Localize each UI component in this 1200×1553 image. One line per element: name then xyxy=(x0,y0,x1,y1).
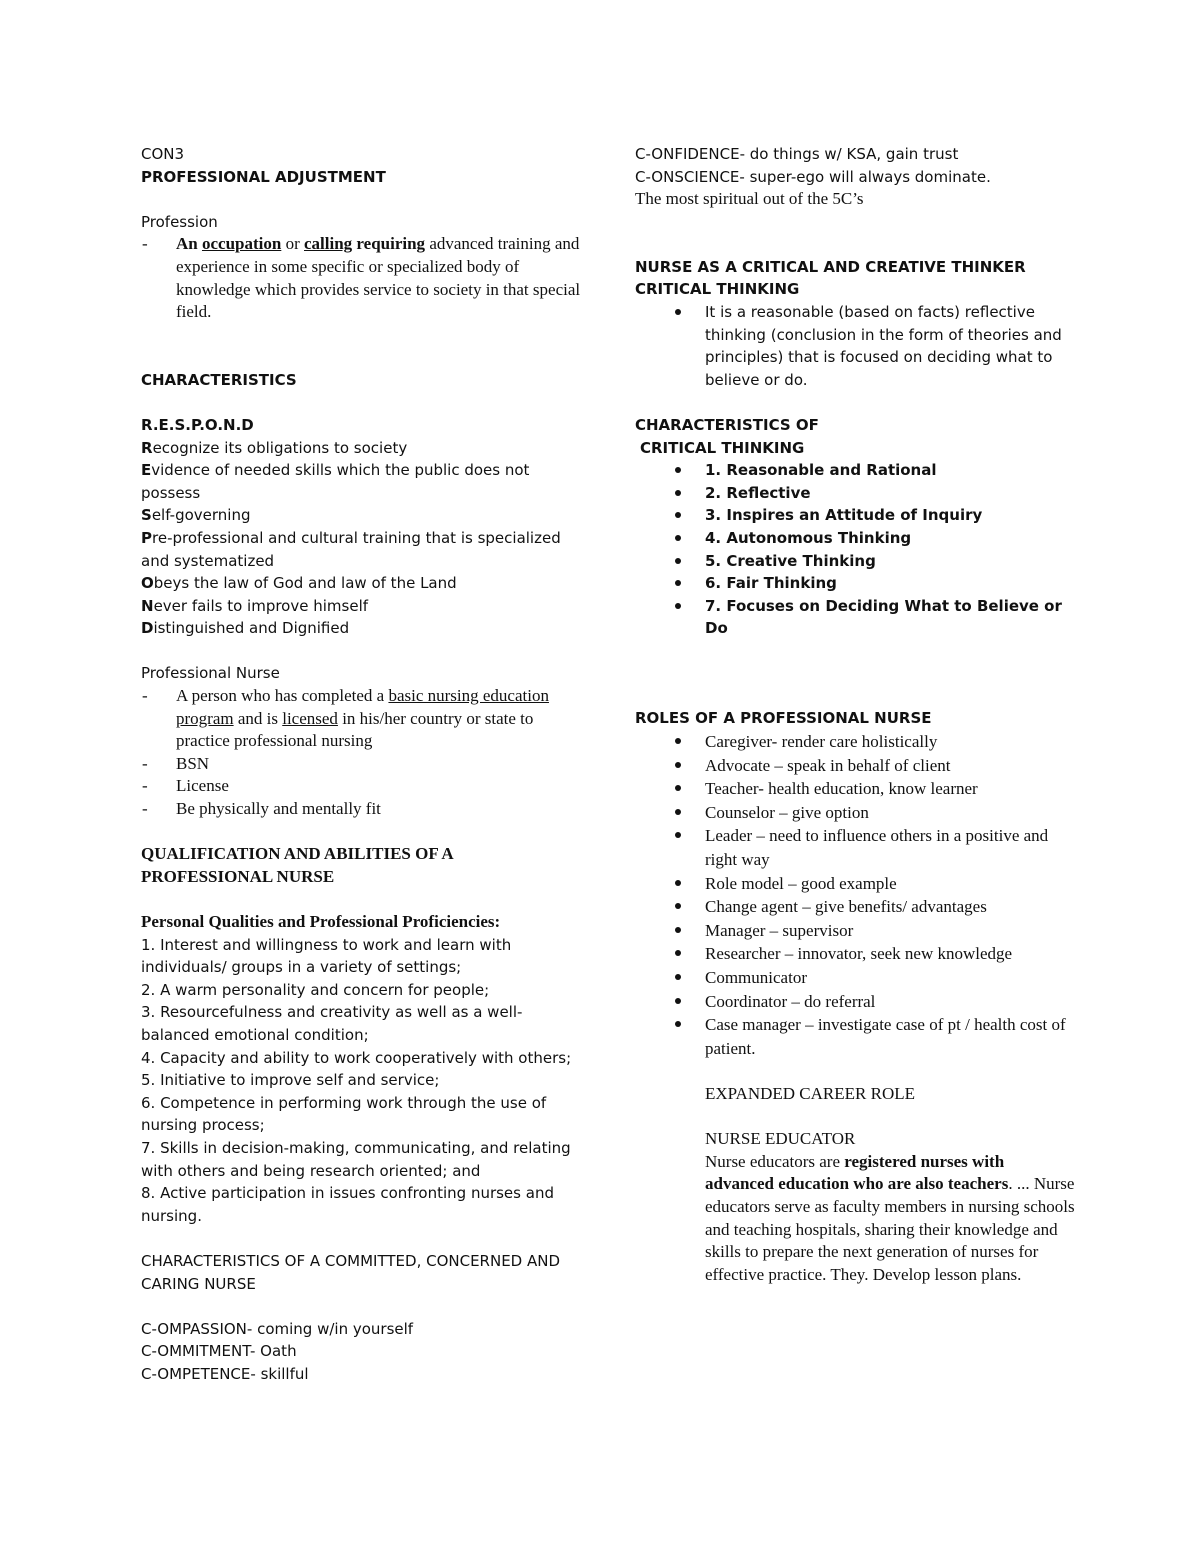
list-item: 4. Capacity and ability to work cooperatively with others; xyxy=(141,1048,572,1067)
committed-heading: CHARACTERISTICS OF A COMMITTED, CONCERNED AND CARING NURSE xyxy=(141,1251,561,1293)
list-item: Manager – supervisor xyxy=(635,919,1075,943)
list-item: C-OMMITMENT- Oath xyxy=(141,1342,297,1361)
respond-heading: R.E.S.P.O.N.D xyxy=(141,415,254,434)
professional-nurse-list xyxy=(141,685,581,821)
list-item: Counselor – give option xyxy=(635,801,1075,825)
list-item: 2. A warm personality and concern for people; xyxy=(141,980,490,999)
list-item: 4. Autonomous Thinking xyxy=(635,527,1075,550)
term-calling: calling xyxy=(304,234,353,254)
list-item: Coordinator – do referral xyxy=(635,990,1075,1014)
critical-thinking-heading: CRITICAL THINKING xyxy=(635,280,800,299)
spiritual-note: The most spiritual out of the 5C’s xyxy=(635,189,864,209)
profession-definition: - An occupation or calling requiring advanced training and experience in some specific or specialized body of knowledge which provides service to society in that special field. xyxy=(141,233,581,323)
list-item: 7. Focuses on Deciding What to Believe or Do xyxy=(635,595,1075,640)
nurse-educator-heading: NURSE EDUCATOR xyxy=(705,1129,856,1149)
list-item: 1. Reasonable and Rational xyxy=(635,459,1075,482)
list-item: C-OMPASSION- coming w/in yourself xyxy=(141,1319,414,1338)
expanded-career-section xyxy=(635,1083,1075,1286)
profession-definition-list xyxy=(141,233,581,323)
list-item: Teacher- health education, know learner xyxy=(635,777,1075,801)
list-item: C-OMPETENCE- skillful xyxy=(141,1364,309,1383)
ct-characteristics-subheading: CRITICAL THINKING xyxy=(640,438,805,457)
term-basic-nursing-education: basic nursing education program xyxy=(176,686,549,728)
respond-item: Obeys the law of God and law of the Land xyxy=(141,574,457,593)
list-item: 6. Fair Thinking xyxy=(635,572,1075,595)
professional-nurse-heading: Professional Nurse xyxy=(141,664,280,683)
critical-creative-heading: NURSE AS A CRITICAL AND CREATIVE THINKER xyxy=(635,257,1026,276)
roles-list xyxy=(635,730,1075,1060)
term-occupation: occupation xyxy=(201,234,282,254)
list-item: 1. Interest and willingness to work and learn with individuals/ groups in a variety of settings; xyxy=(141,935,512,977)
list-item: Advocate – speak in behalf of client xyxy=(635,754,1075,778)
term-licensed: licensed xyxy=(282,708,338,728)
ct-characteristics-heading: CHARACTERISTICS OF xyxy=(635,415,819,434)
respond-item: Recognize its obligations to society xyxy=(141,438,408,457)
qualities-heading: Personal Qualities and Professional Proficiencies: xyxy=(141,912,501,931)
list-item: 2. Reflective xyxy=(635,482,1075,505)
characteristics-heading: CHARACTERISTICS xyxy=(141,370,297,389)
list-item: Communicator xyxy=(635,966,1075,990)
professional-nurse-definition: - A person who has completed a basic nursing education program and is licensed in his/her country or state to practice professional nursing xyxy=(141,685,581,753)
critical-thinking-definition: It is a reasonable (based on facts) reflective thinking (conclusion in the form of theories and principles) that is focused on deciding what to believe or do. xyxy=(635,301,1075,391)
course-code: CON3 xyxy=(141,145,185,163)
list-item: - License xyxy=(141,775,581,798)
respond-list xyxy=(141,437,581,640)
roles-heading: ROLES OF A PROFESSIONAL NURSE xyxy=(635,709,932,728)
list-item: Role model – good example xyxy=(635,872,1075,896)
list-item: 3. Resourcefulness and creativity as well as a well-balanced emotional condition; xyxy=(141,1003,523,1044)
five-c-list-right xyxy=(635,143,1075,188)
right-column xyxy=(635,143,1075,1286)
left-column xyxy=(141,143,581,1385)
list-item: Researcher – innovator, seek new knowledge xyxy=(635,942,1075,966)
list-item: - BSN xyxy=(141,753,581,776)
expanded-career-heading: EXPANDED CAREER ROLE xyxy=(705,1083,915,1103)
list-item: C-ONSCIENCE- super-ego will always dominate. xyxy=(635,167,991,186)
list-item: 8. Active participation in issues confronting nurses and nursing. xyxy=(141,1184,554,1225)
list-item: Case manager – investigate case of pt / health cost of patient. xyxy=(635,1013,1075,1060)
qualification-heading: QUALIFICATION AND ABILITIES OF A PROFESSIONAL NURSE xyxy=(141,844,453,886)
profession-heading: Profession xyxy=(141,212,218,231)
five-c-list-left xyxy=(141,1318,581,1386)
list-item: Leader – need to influence others in a positive and right way xyxy=(635,824,1075,871)
list-item: 7. Skills in decision-making, communicating, and relating with others and being research oriented; and xyxy=(141,1138,571,1180)
ct-characteristics-list xyxy=(635,459,1075,640)
list-item: - Be physically and mentally fit xyxy=(141,798,581,821)
list-item: 5. Creative Thinking xyxy=(635,550,1075,573)
respond-item: Evidence of needed skills which the public does not possess xyxy=(141,461,530,502)
list-item: C-ONFIDENCE- do things w/ KSA, gain trust xyxy=(635,145,959,163)
list-item: 5. Initiative to improve self and service; xyxy=(141,1071,440,1090)
respond-item: Pre-professional and cultural training that is specialized and systematized xyxy=(141,528,561,570)
list-item: 3. Inspires an Attitude of Inquiry xyxy=(635,504,1075,527)
document-title: PROFESSIONAL ADJUSTMENT xyxy=(141,167,386,186)
list-item: Caregiver- render care holistically xyxy=(635,730,1075,754)
list-item: 6. Competence in performing work through the use of nursing process; xyxy=(141,1093,547,1135)
critical-thinking-definition-list xyxy=(635,301,1075,391)
nurse-educator-text: Nurse educators are registered nurses with advanced education who are also teachers. ... Nurse educators serve as faculty members in nursing schools and teaching hospitals, sharing their knowledge and skills to prepare the next generation of nurses for effective practice. They. Develop lesson plans. xyxy=(705,1151,1075,1284)
list-item: Change agent – give benefits/ advantages xyxy=(635,895,1075,919)
respond-item: Never fails to improve himself xyxy=(141,596,369,615)
respond-item: Self-governing xyxy=(141,506,251,525)
qualities-list xyxy=(141,934,581,1228)
respond-item: Distinguished and Dignified xyxy=(141,619,350,638)
